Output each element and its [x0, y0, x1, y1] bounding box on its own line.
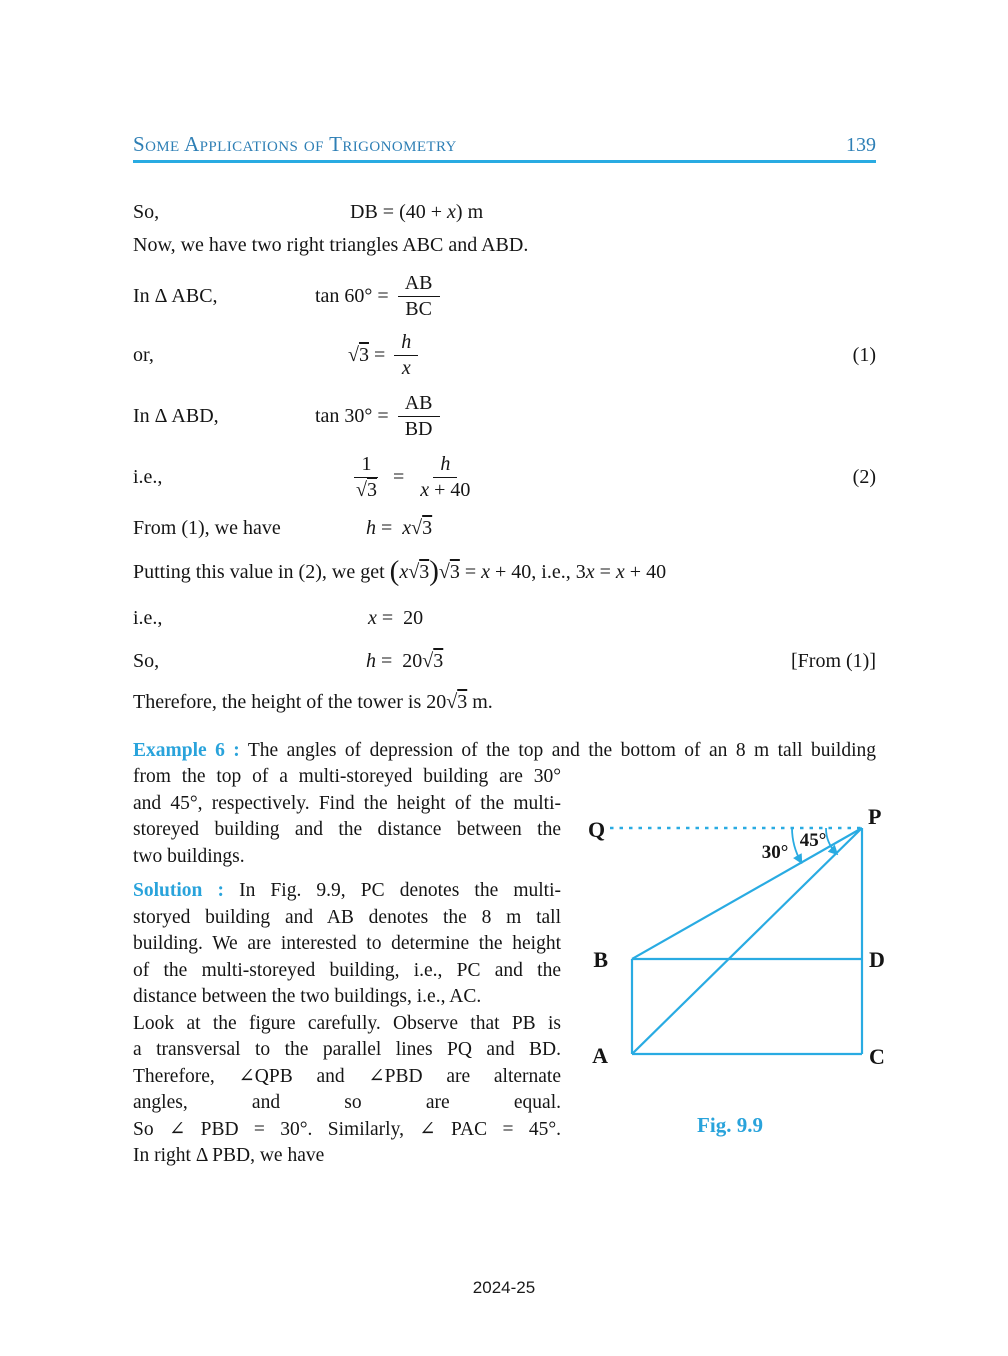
- formula-part: x: [481, 560, 491, 583]
- formula-part: √: [408, 560, 420, 583]
- paragraph-line: distance between the two buildings, i.e., AC.: [133, 986, 482, 1007]
- formula-putting: [133, 554, 667, 587]
- formula-part: √: [422, 649, 434, 672]
- denominator: BC: [405, 297, 432, 320]
- fraction-ab-bd: [398, 391, 440, 442]
- line-PB: [632, 828, 862, 959]
- formula-db: [350, 201, 483, 224]
- formula-part: x: [399, 560, 409, 583]
- formula-part: x: [368, 606, 377, 629]
- formula-part: √: [446, 690, 458, 713]
- formula-part: √: [356, 478, 367, 501]
- paragraph-line: So ∠ PBD = 30°. Similarly, ∠ PAC = 45°.: [133, 1118, 561, 1140]
- paragraph-line: from the top of a multi-storeyed building are 30°: [133, 766, 561, 787]
- formula-part: 20: [426, 690, 447, 713]
- angle-arc-45: [826, 828, 837, 854]
- fraction-h-x: [394, 330, 418, 381]
- formula-part: =: [594, 560, 616, 583]
- denominator: x: [401, 356, 411, 379]
- equation-label: From (1), we have: [133, 516, 281, 539]
- numerator: 1: [354, 452, 378, 478]
- paragraph-line: two buildings.: [133, 845, 245, 867]
- formula-part: Therefore, the height of the tower is: [133, 690, 427, 713]
- denominator: [349, 478, 384, 503]
- numerator: AB: [398, 271, 440, 297]
- equation-row-sqrt3: [133, 330, 876, 381]
- solution-intro-text: In Fig. 9.9, PC denotes the multi-: [239, 880, 561, 901]
- equation-row-x20: [133, 607, 876, 630]
- figure-9-9: [580, 806, 916, 1138]
- solution-heading: Solution :: [133, 880, 224, 901]
- equation-row-reciprocal: [133, 452, 876, 503]
- paragraph-line: building. We are interested to determine the height: [133, 933, 561, 954]
- solution-first-line: [133, 878, 561, 905]
- example-intro-text: The angles of depression of the top and the bottom of an 8 m tall building: [247, 739, 876, 761]
- paragraph-line: and 45°, respectively. Find the height of the multi-: [133, 792, 561, 814]
- paragraph-line: storeyed building and the distance between the: [133, 819, 561, 840]
- page-footer: 2024-25: [472, 1278, 536, 1297]
- line-PA: [632, 828, 862, 1054]
- equation-label: So,: [133, 649, 160, 672]
- formula-part: Putting this value in (2), we get: [133, 560, 390, 583]
- formula-part: 3: [419, 560, 430, 583]
- numerator: h: [394, 330, 418, 356]
- equation-label: i.e.,: [133, 465, 163, 488]
- fraction-h-x40: [413, 452, 477, 503]
- formula-part: + 40: [624, 560, 667, 583]
- equation-label: In Δ ABD,: [133, 404, 219, 427]
- formula-h20sqrt3: [366, 650, 443, 673]
- equals-sign: =: [387, 465, 410, 488]
- example-intro-line: [133, 738, 876, 765]
- formula-part: √: [348, 343, 359, 366]
- example-6-section: [133, 738, 885, 1170]
- formula-part: √: [411, 516, 423, 539]
- formula-part: =: [459, 560, 482, 583]
- equation-row-putting: [133, 554, 876, 587]
- body-line-two-triangles: Now, we have two right triangles ABC and ABD.: [133, 234, 529, 256]
- formula-part: x: [447, 201, 456, 223]
- formula-part: 3: [457, 690, 468, 713]
- paragraph-line: In right Δ PBD, we have: [133, 1145, 325, 1166]
- formula-part: √: [438, 560, 450, 583]
- paragraph-line: storyed building and AB denotes the 8 m tall: [133, 906, 561, 928]
- formula-part: 3: [366, 478, 377, 501]
- equation-tag-2: (2): [852, 465, 876, 488]
- formula-part: = 20: [376, 606, 424, 629]
- figure-caption: Fig. 9.9: [697, 1112, 763, 1137]
- paragraph-line: a transversal to the parallel lines PQ and BD.: [133, 1039, 561, 1060]
- conclusion-line: [133, 691, 876, 714]
- paragraph-line: of the multi-storeyed building, i.e., PC and the: [133, 959, 561, 981]
- point-label-D: D: [869, 946, 885, 972]
- paragraph-line: angles, and so are equal.: [133, 1092, 561, 1113]
- formula-part: x: [420, 478, 430, 501]
- formula-part: x: [402, 516, 412, 539]
- page-header: [133, 132, 876, 157]
- angle-label-45: 45°: [799, 829, 827, 851]
- example-paragraph: [133, 764, 561, 870]
- example-text-column: [133, 764, 561, 1170]
- formula-part: x: [615, 560, 625, 583]
- equation-label: In Δ ABC,: [133, 284, 218, 307]
- equation-label: i.e.,: [133, 606, 163, 629]
- formula-part: 3: [422, 516, 433, 539]
- formula-part: 3: [449, 560, 460, 583]
- formula-sqrt3: [348, 330, 422, 381]
- tan30-lhs: tan 30° =: [315, 404, 394, 427]
- denominator: [413, 478, 477, 503]
- formula-part: + 40: [429, 478, 471, 501]
- formula-tan60: [315, 271, 444, 322]
- angle-label-30: 30°: [761, 841, 789, 863]
- chapter-title: Some Applications of Trigonometry: [133, 132, 457, 156]
- example-heading: Example 6 :: [133, 739, 240, 761]
- formula-part: =: [376, 516, 403, 539]
- formula-x20: [368, 607, 423, 630]
- point-label-B: B: [593, 946, 608, 972]
- numerator: AB: [398, 391, 440, 417]
- observation-paragraph: [133, 1011, 561, 1170]
- point-label-P: P: [868, 805, 882, 829]
- equation-row-h20sqrt3: [133, 650, 876, 673]
- formula-part: 3: [358, 343, 369, 366]
- figure-svg: [580, 806, 916, 1106]
- formula-h-xsqrt3: [366, 517, 432, 540]
- point-label-C: C: [869, 1043, 885, 1069]
- equation-row-tan60: [133, 271, 876, 322]
- formula-part: ): [429, 554, 439, 587]
- equation-tag-from1: [From (1)]: [791, 649, 876, 672]
- formula-part: x: [585, 560, 595, 583]
- solution-paragraph: [133, 905, 561, 1011]
- formula-part: = 20: [376, 649, 423, 672]
- equation-row-tan30: [133, 391, 876, 442]
- paragraph-line: Look at the figure carefully. Observe that PB is: [133, 1012, 561, 1034]
- formula-conclusion: [133, 691, 493, 714]
- formula-part: m.: [467, 690, 493, 713]
- equation-row-db: [133, 201, 876, 224]
- paragraph-line: Therefore, ∠QPB and ∠PBD are alternate: [133, 1065, 561, 1087]
- point-label-A: A: [592, 1042, 608, 1068]
- formula-part: 3: [433, 649, 444, 672]
- formula-part: DB = (40 +: [350, 201, 448, 223]
- denominator: BD: [404, 417, 433, 440]
- formula-part: h: [366, 649, 376, 672]
- page-content: [133, 0, 885, 1170]
- formula-part: =: [368, 343, 391, 366]
- equation-label: So,: [133, 201, 160, 223]
- sqrt3-lhs: [348, 344, 390, 367]
- formula-tan30: [315, 391, 444, 442]
- numerator: h: [433, 452, 457, 478]
- formula-reciprocal: [345, 452, 481, 503]
- formula-part: h: [366, 516, 376, 539]
- equation-tag-1: (1): [852, 343, 876, 366]
- equation-row-from1: [133, 517, 876, 540]
- equation-label: or,: [133, 343, 154, 366]
- page-number: 139: [846, 134, 876, 156]
- fraction-1-sqrt3: [349, 452, 384, 503]
- tan60-lhs: tan 60° =: [315, 284, 394, 307]
- formula-part: (: [389, 554, 400, 587]
- fraction-ab-bc: [398, 271, 440, 322]
- formula-part: ) m: [455, 201, 484, 223]
- formula-part: + 40, i.e., 3: [490, 560, 586, 583]
- point-label-Q: Q: [588, 816, 606, 842]
- header-rule: [133, 160, 876, 163]
